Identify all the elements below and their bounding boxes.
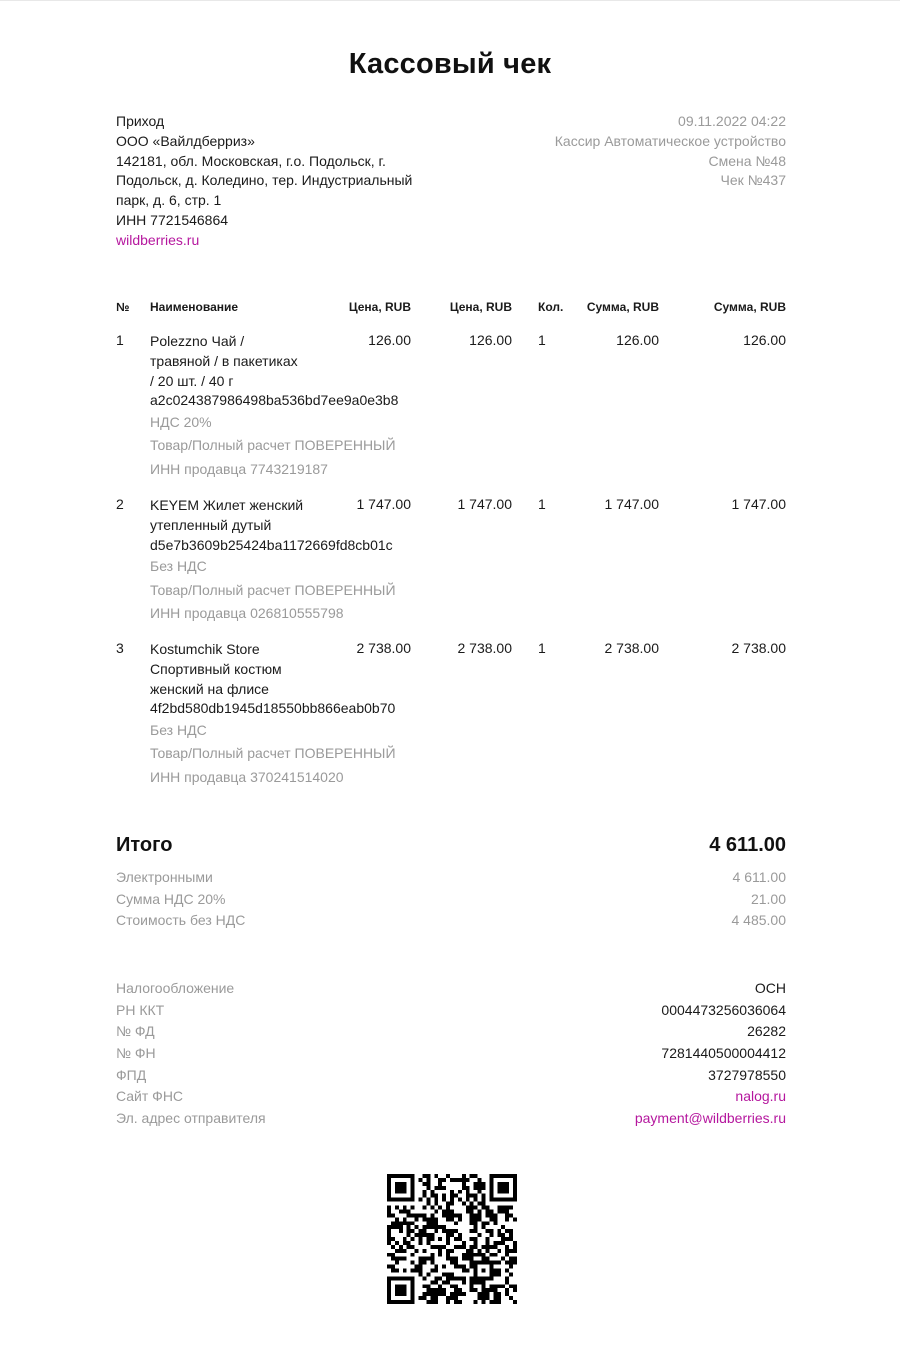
fiscal-label: № ФД [116, 1023, 155, 1039]
col-header-sum-2: Сумма, RUB [713, 300, 786, 314]
item-vat: Без НДС [150, 722, 207, 739]
item-qty: 1 [538, 496, 546, 512]
seller-address-line: парк, д. 6, стр. 1 [116, 192, 222, 209]
item-sum-2: 1 747.00 [731, 496, 786, 512]
payment-label: Стоимость без НДС [116, 912, 246, 928]
cashier: Кассир Автоматическое устройство [554, 132, 786, 149]
sender-email-link[interactable]: payment@wildberries.ru [634, 1110, 786, 1126]
receipt-number: Чек №437 [720, 172, 786, 189]
seller-address-line: Подольск, д. Коледино, тер. Индустриальный [116, 172, 413, 189]
receipt-meta [486, 112, 786, 191]
item-name-line: женский на флисе [150, 680, 269, 697]
seller-name: ООО «Вайлдберриз» [116, 132, 255, 149]
receipt-title: Кассовый чек [348, 48, 552, 80]
item-code: d5e7b3609b25424ba1172669fd8cb01c [150, 536, 393, 553]
total-label: Итого [116, 834, 173, 856]
item-payment-type: Товар/Полный расчет ПОВЕРЕННЫЙ [150, 581, 396, 598]
item-number: 2 [116, 496, 124, 512]
item-sum: 1 747.00 [604, 496, 659, 512]
fiscal-label: РН ККТ [116, 1002, 165, 1018]
item-number: 3 [116, 640, 124, 656]
item-price: 126.00 [368, 332, 411, 348]
operation-type: Приход [116, 113, 165, 129]
col-header-price-2: Цена, RUB [449, 300, 512, 314]
item-vat: НДС 20% [150, 414, 212, 431]
item-code: a2c024387986498ba536bd7ee9a0e3b8 [150, 392, 399, 409]
item-code: 4f2bd580db1945d18550bb866eab0b70 [150, 700, 396, 717]
item-seller-inn: ИНН продавца 370241514020 [150, 768, 344, 785]
col-header-qty: Кол. [538, 300, 564, 314]
item-payment-type: Товар/Полный расчет ПОВЕРЕННЫЙ [150, 437, 396, 454]
receipt-datetime: 09.11.2022 04:22 [678, 113, 786, 129]
shift-number: Смена №48 [708, 152, 786, 169]
payment-value: 21.00 [750, 891, 786, 907]
item-sum: 2 738.00 [604, 640, 659, 656]
item-name-line: Спортивный костюм [150, 660, 282, 677]
seller-inn: ИНН 7721546864 [116, 211, 229, 228]
col-header-num: № [116, 300, 130, 314]
item-description [150, 640, 420, 789]
payment-label: Электронными [116, 869, 213, 885]
receipt-qr-code [387, 1174, 517, 1304]
total-value: 4 611.00 [709, 834, 786, 856]
item-seller-inn: ИНН продавца 026810555798 [150, 604, 344, 621]
fiscal-value: 0004473256036064 [661, 1002, 786, 1018]
item-vat: Без НДС [150, 558, 207, 575]
seller-info [116, 112, 436, 251]
item-name-line: KEYEM Жилет женский [150, 497, 304, 513]
item-price-2: 1 747.00 [457, 496, 512, 512]
item-number: 1 [116, 332, 124, 348]
fiscal-label: Сайт ФНС [116, 1088, 184, 1104]
item-qty: 1 [538, 640, 546, 656]
col-header-sum: Сумма, RUB [586, 300, 659, 314]
col-header-name: Наименование [150, 300, 239, 314]
item-price-2: 2 738.00 [457, 640, 512, 656]
item-sum-2: 2 738.00 [731, 640, 786, 656]
item-seller-inn: ИНН продавца 7743219187 [150, 460, 328, 477]
item-name-line: утепленный дутый [150, 516, 272, 533]
fiscal-value: 3727978550 [708, 1067, 786, 1083]
fns-site-link[interactable]: nalog.ru [735, 1088, 786, 1104]
item-payment-type: Товар/Полный расчет ПОВЕРЕННЫЙ [150, 745, 396, 762]
item-qty: 1 [538, 332, 546, 348]
item-description [150, 496, 420, 625]
payment-value: 4 611.00 [732, 869, 786, 885]
item-name-line: травяной / в пакетиках [150, 352, 298, 369]
fiscal-value: 26282 [747, 1023, 786, 1039]
col-header-price: Цена, RUB [348, 300, 411, 314]
item-description [150, 332, 420, 481]
item-price: 1 747.00 [356, 496, 411, 512]
payment-label: Сумма НДС 20% [116, 891, 226, 907]
fiscal-value: ОСН [754, 980, 786, 996]
fiscal-label: Эл. адрес отправителя [116, 1110, 266, 1126]
seller-address-line: 142181, обл. Московская, г.о. Подольск, г. [116, 152, 386, 169]
top-divider [0, 0, 900, 1]
item-price-2: 126.00 [469, 332, 512, 348]
item-name-line: / 20 шт. / 40 г [150, 372, 234, 389]
fiscal-label: ФПД [116, 1067, 147, 1083]
item-sum-2: 126.00 [743, 332, 786, 348]
fiscal-label: № ФН [116, 1045, 156, 1061]
item-sum: 126.00 [616, 332, 659, 348]
item-price: 2 738.00 [356, 640, 411, 656]
seller-site-link[interactable]: wildberries.ru [116, 231, 200, 248]
item-name-line: Kostumchik Store [150, 641, 260, 657]
fiscal-label: Налогообложение [116, 980, 235, 996]
fiscal-value: 7281440500004412 [661, 1045, 786, 1061]
payment-value: 4 485.00 [731, 912, 786, 928]
item-name-line: Polezzno Чай / [150, 333, 245, 349]
